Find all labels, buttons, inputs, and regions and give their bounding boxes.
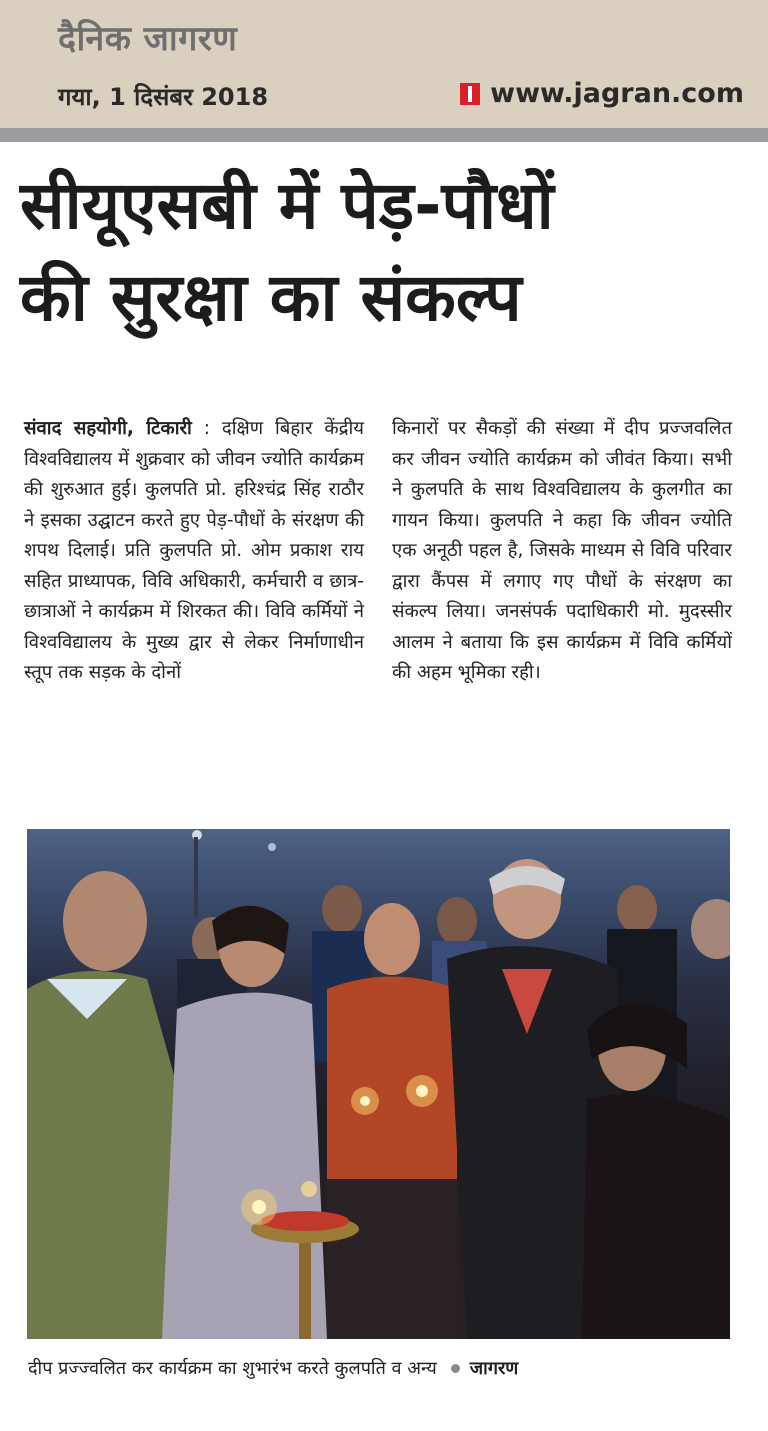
article-body [24, 414, 732, 689]
article-column-2 [392, 414, 732, 689]
newspaper-name: दैनिक जागरण [58, 19, 238, 59]
photo-illustration [27, 829, 730, 1339]
website-block [460, 78, 744, 109]
dateline: गया, 1 दिसंबर 2018 [58, 83, 269, 111]
masthead [0, 0, 768, 128]
column-1-paragraph [24, 414, 364, 689]
article-photo [27, 829, 730, 1339]
headline-line-2: की सुरक्षा का संकल्प [20, 259, 522, 336]
byline: संवाद सहयोगी, टिकारी [24, 418, 192, 439]
article-column-1 [24, 414, 364, 689]
column-1-text: : दक्षिण बिहार केंद्रीय विश्वविद्यालय में शुक्रवार को जीवन ज्योति कार्यक्रम की शुरुआत हुई। कुलपति प्रो. हरिश्चंद्र सिंह राठौर ने इसका उद्घाटन करते हुए पेड़-पौधों के संरक्षण की शपथ दिलाई। प्रति कुलपति प्रो. ओम प्रकाश राय सहित प्राध्यापक, विवि अधिकारी, कर्मचारी व छात्र-छात्राओं ने कार्यक्रम में शिरकत की। विवि कर्मियों ने विश्वविद्यालय के मुख्य द्वार से लेकर निर्माणाधीन स्तूप तक सड़क के दोनों [24, 418, 364, 683]
masthead-divider [0, 128, 768, 142]
caption-text: दीप प्रज्ज्वलित कर कार्यक्रम का शुभारंभ करते कुलपति व अन्य [28, 1358, 437, 1379]
website-url: www.jagran.com [490, 78, 744, 109]
photo-credit: जागरण [469, 1358, 519, 1379]
headline-line-1: सीयूएसबी में पेड़-पौधों [20, 167, 554, 244]
jagran-logo-icon [460, 83, 480, 105]
bullet-dot-icon [451, 1364, 460, 1373]
photo-caption [28, 1356, 518, 1380]
column-2-text: किनारों पर सैकड़ों की संख्या में दीप प्रज्जवलित कर जीवन ज्योति कार्यक्रम को जीवंत किया। सभी ने कुलपति के साथ विश्वविद्यालय के कुलगीत का गायन किया। कुलपति ने कहा कि जीवन ज्योति एक अनूठी पहल है, जिसके माध्यम से विवि परिवार द्वारा कैंपस में लगाए गए पौधों के संरक्षण का संकल्प लिया। जनसंपर्क पदाधिकारी मो. मुदस्सीर आलम ने बताया कि इस कार्यक्रम में विवि कर्मियों की अहम भूमिका रही। [392, 418, 732, 683]
headline [20, 160, 748, 344]
